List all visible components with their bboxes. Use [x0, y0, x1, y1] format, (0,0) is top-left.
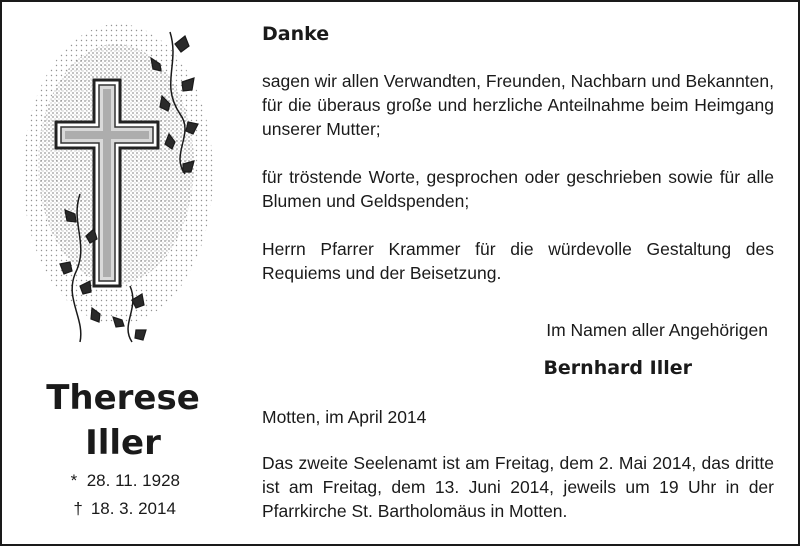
memorial-column	[2, 2, 252, 544]
deceased-first-name: Therese	[46, 378, 200, 418]
signer-name: Bernhard Iller	[543, 357, 692, 379]
on-behalf-line: Im Namen aller Angehörigen	[546, 320, 768, 340]
thanks-paragraph-2: für tröstende Worte, gesprochen oder geschrieben sowie für alle Blumen und Geldspenden;	[262, 167, 774, 211]
notice-text-column	[260, 2, 776, 544]
memorial-mass-paragraph: Das zweite Seelenamt ist am Freitag, dem 2. Mai 2014, das dritte ist am Freitag, dem 13. Juni 2014, jeweils um 19 Uhr in der Pfarrkirche St. Bartholomäus in Motten.	[262, 453, 774, 521]
deceased-last-name: Iller	[85, 423, 161, 463]
birth-date: 28. 11. 1928	[86, 471, 180, 490]
notice-title: Danke	[262, 23, 330, 45]
death-date-line	[2, 498, 244, 520]
cross-icon	[20, 24, 230, 346]
death-date: 18. 3. 2014	[90, 499, 176, 518]
thanks-paragraph-1: sagen wir allen Verwandten, Freunden, Nachbarn und Bekannten, für die überaus große und herzliche Anteilnahme beim Heimgang unserer Mutter;	[262, 71, 774, 139]
birth-symbol: *	[70, 471, 78, 490]
place-date: Motten, im April 2014	[262, 407, 427, 427]
death-symbol: †	[73, 499, 83, 518]
thanks-paragraph-3: Herrn Pfarrer Krammer für die würdevolle Gestaltung des Requiems und der Beisetzung.	[262, 239, 774, 283]
birth-date-line	[2, 470, 244, 492]
